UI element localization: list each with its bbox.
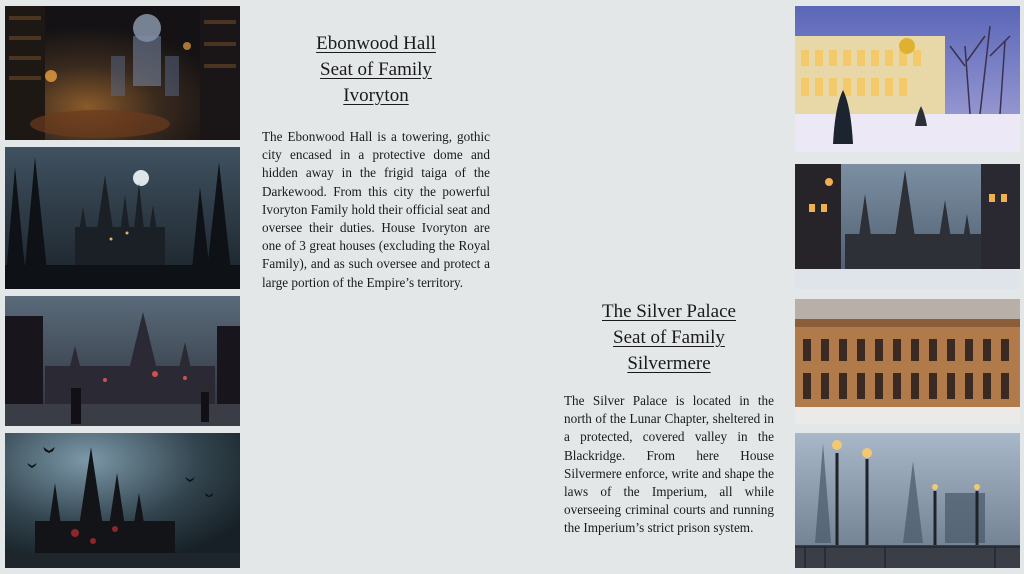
ebonwood-hall-title (262, 31, 490, 109)
ebonwood-title-line-1: Ebonwood Hall (316, 33, 436, 54)
snowy-palace-evening-image (795, 6, 1020, 152)
baroque-palace-snow-image (795, 299, 1020, 424)
snowy-lamppost-park-image (795, 433, 1020, 568)
gothic-city-snow-street-image (795, 164, 1020, 289)
moonlit-castle-forest-image (5, 147, 240, 289)
silver-title-line-3: Silvermere (627, 353, 711, 374)
silver-palace-description: The Silver Palace is located in the north of the Lunar Chapter, sheltered in a protected, covered valley in the Blackridge. From here House Silvermere enforce, write and shape the laws of the Imperium, all while overseeing criminal courts and running the Imperium’s strict prison system. (564, 393, 774, 536)
dark-castle-bats-image (5, 433, 240, 568)
silver-palace-title (564, 299, 774, 377)
ebonwood-hall-description: The Ebonwood Hall is a towering, gothic city encased in a protective dome and hidden away in the frigid taiga of the Darkewood. From this city the powerful Ivoryton Family hold their official seat and oversee their duties. House Ivoryton are one of 3 great houses (excluding the Royal Family), and as such oversee and protect a large portion of the Empire’s territory. (262, 129, 490, 290)
gothic-library-interior-image (5, 6, 240, 140)
ebonwood-title-line-2: Seat of Family (320, 59, 432, 80)
silver-title-line-1: The Silver Palace (601, 301, 736, 322)
ebonwood-title-line-3: Ivoryton (343, 85, 409, 106)
silver-title-line-2: Seat of Family (613, 327, 725, 348)
gothic-city-square-image (5, 296, 240, 426)
